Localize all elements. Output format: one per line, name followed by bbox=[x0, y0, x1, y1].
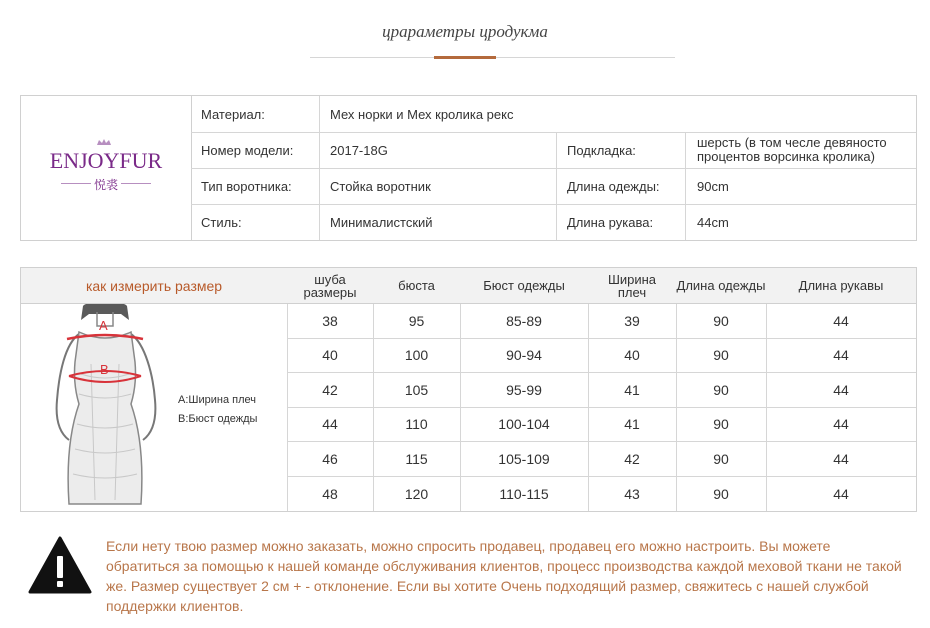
col-header-length: Длина одежды bbox=[676, 278, 766, 293]
collar-label: Тип воротника: bbox=[201, 178, 292, 194]
size-table bbox=[20, 267, 917, 512]
cell-sleeve: 44 bbox=[833, 347, 849, 363]
marker-b: B bbox=[100, 362, 109, 377]
cell-bust: 115 bbox=[405, 450, 428, 467]
cell-garment-bust: 90-94 bbox=[506, 347, 542, 363]
cell-size: 48 bbox=[322, 485, 338, 502]
cell-length: 90 bbox=[713, 381, 729, 398]
col-header-size: шуба размеры bbox=[303, 271, 357, 300]
col-header-sleeve: Длина рукавы bbox=[798, 278, 884, 293]
cell-shoulder: 40 bbox=[624, 347, 640, 363]
cell-bust: 105 bbox=[404, 381, 429, 398]
sleeve-label: Длина рукава: bbox=[567, 214, 654, 230]
legend-b: B:Бюст одежды bbox=[178, 413, 258, 425]
cell-size: 44 bbox=[322, 416, 338, 432]
sleeve-value: 44cm bbox=[697, 214, 729, 230]
cell-size: 40 bbox=[322, 347, 338, 363]
cell-sleeve: 44 bbox=[833, 450, 849, 467]
logo-rule-right bbox=[121, 183, 151, 184]
col-header-garment-bust: Бюст одежды bbox=[483, 278, 565, 293]
cell-bust: 110 bbox=[405, 416, 428, 432]
material-value: Мех норки и Мех кролика рекс bbox=[330, 106, 514, 122]
warning-icon bbox=[28, 536, 92, 594]
cell-length: 90 bbox=[713, 347, 729, 363]
crown-icon bbox=[96, 139, 112, 145]
legend-a: A:Ширина плеч bbox=[178, 394, 256, 406]
cell-sleeve: 44 bbox=[833, 485, 849, 502]
length-label: Длина одежды: bbox=[567, 178, 660, 194]
col-header-shoulder: Ширина плеч bbox=[607, 271, 657, 300]
cell-garment-bust: 110-115 bbox=[499, 485, 549, 502]
cell-shoulder: 43 bbox=[624, 485, 640, 502]
style-label: Стиль: bbox=[201, 214, 242, 230]
spec-col-divider bbox=[685, 132, 686, 240]
cell-length: 90 bbox=[713, 450, 729, 467]
header-accent bbox=[434, 56, 496, 59]
cell-bust: 100 bbox=[404, 347, 429, 363]
cell-shoulder: 39 bbox=[624, 313, 640, 329]
cell-sleeve: 44 bbox=[833, 313, 849, 329]
cell-garment-bust: 95-99 bbox=[506, 381, 542, 398]
spec-row-divider bbox=[191, 168, 916, 169]
spec-col-divider bbox=[319, 96, 320, 240]
cell-sleeve: 44 bbox=[833, 381, 849, 398]
spec-row-divider bbox=[191, 204, 916, 205]
length-value: 90cm bbox=[697, 178, 729, 194]
cell-size: 38 bbox=[322, 313, 338, 329]
col-header-bust: бюста bbox=[398, 278, 435, 293]
measure-figure bbox=[21, 304, 287, 511]
lining-value: шерсть (в том чесле девяносто процентов ворсинка кролика) bbox=[697, 135, 887, 164]
how-to-measure-label: как измерить размер bbox=[85, 277, 223, 294]
brand-logo bbox=[21, 96, 192, 240]
material-label: Материал: bbox=[201, 106, 265, 122]
size-note: Если нету твою размер можно заказать, можно спросить продавец, продавец его можно настроить. Вы можете обратиться за помощью к нашей команде обслуживания клиентов, процесс производства каждой меховой ткани не такой же. Размер существует 2 см + - отклонение. Если вы хотите Очень подходящий размер, свяжитесь с нашей службой поддержки клиентов. bbox=[106, 538, 902, 614]
cell-shoulder: 41 bbox=[624, 381, 640, 398]
cell-length: 90 bbox=[713, 313, 729, 329]
cell-bust: 95 bbox=[408, 313, 425, 329]
cell-garment-bust: 105-109 bbox=[498, 450, 550, 467]
page-title: црараметры цродукма bbox=[382, 22, 548, 41]
brand-subtitle: 悦裘 bbox=[93, 178, 118, 192]
cell-garment-bust: 85-89 bbox=[506, 313, 542, 329]
header bbox=[0, 0, 930, 62]
marker-a: A bbox=[99, 318, 108, 333]
cell-sleeve: 44 bbox=[833, 416, 849, 432]
lining-label: Подкладка: bbox=[567, 142, 636, 158]
model-value: 2017-18G bbox=[330, 142, 388, 158]
brand-name: ENJOYFUR bbox=[49, 148, 163, 173]
dress-figure-icon bbox=[21, 304, 181, 511]
cell-size: 42 bbox=[322, 381, 338, 398]
cell-size: 46 bbox=[322, 450, 338, 467]
cell-garment-bust: 100-104 bbox=[498, 416, 550, 432]
cell-shoulder: 41 bbox=[624, 416, 640, 432]
cell-shoulder: 42 bbox=[624, 450, 640, 467]
model-label: Номер модели: bbox=[201, 142, 294, 158]
collar-value: Стойка воротник bbox=[330, 178, 431, 194]
cell-bust: 120 bbox=[404, 485, 429, 502]
style-value: Минималистский bbox=[330, 214, 433, 230]
cell-length: 90 bbox=[713, 485, 729, 502]
cell-length: 90 bbox=[713, 416, 729, 432]
spec-table bbox=[20, 95, 917, 241]
spec-col-divider bbox=[556, 132, 557, 240]
